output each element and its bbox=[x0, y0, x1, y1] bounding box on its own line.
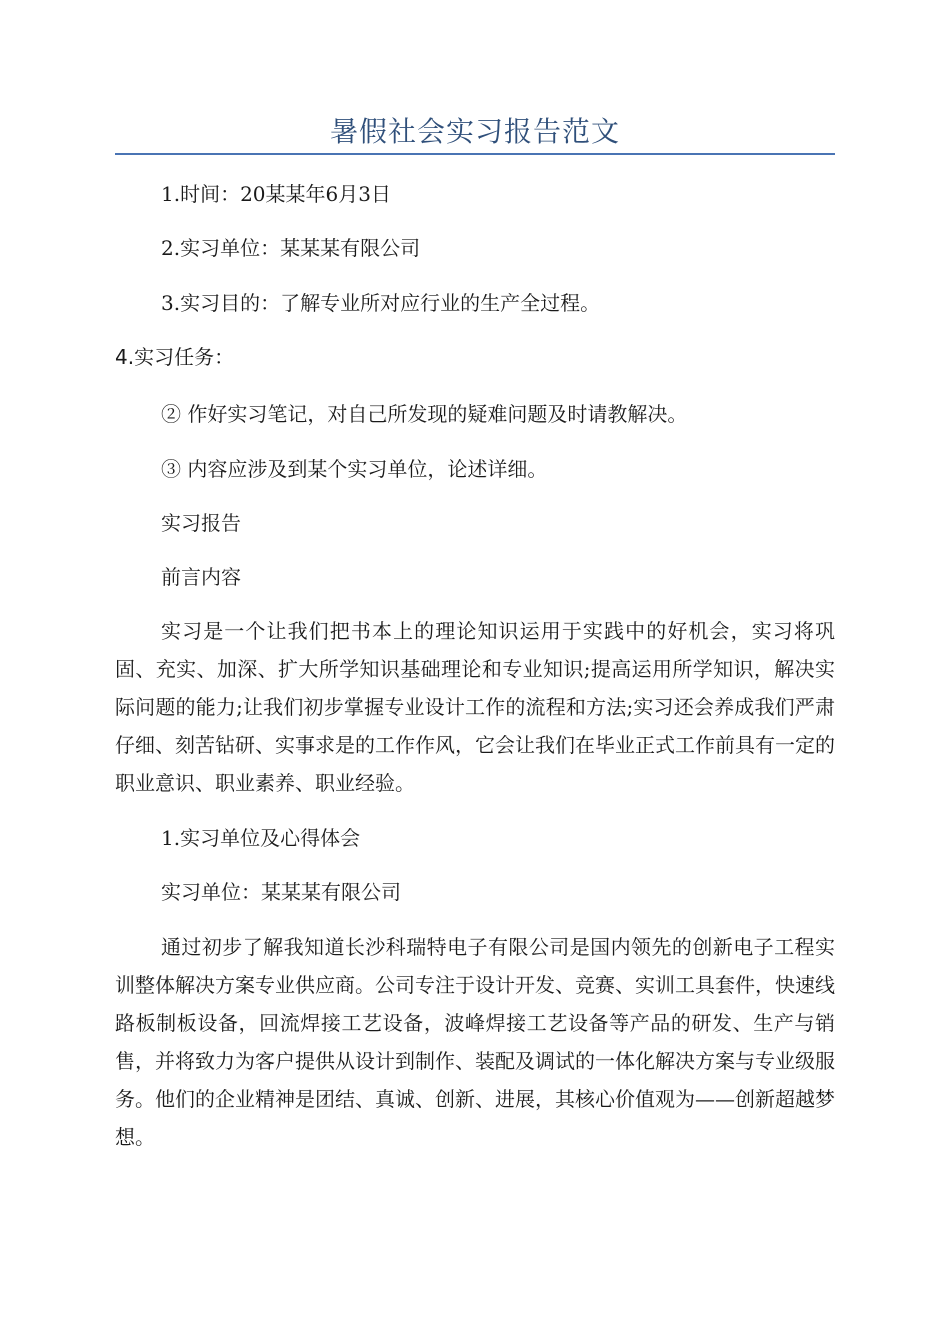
title-underline bbox=[115, 153, 835, 155]
company-paragraph: 通过初步了解我知道长沙科瑞特电子有限公司是国内领先的创新电子工程实训整体解决方案专业供应商。公司专注于设计开发、竞赛、实训工具套件，快速线路板制板设备，回流焊接工艺设备，波峰焊接工艺设备等产品的研发、生产与销售，并将致力为客户提供从设计到制作、装配及调试的一体化解决方案与专业级服务。他们的企业精神是团结、真诚、创新、进展，其核心价值观为——创新超越梦想。 bbox=[115, 935, 835, 1149]
unit-name-line: 实习单位：某某某有限公司 bbox=[161, 880, 401, 904]
document-title: 暑假社会实习报告范文 bbox=[329, 115, 620, 148]
report-heading: 实习报告 bbox=[161, 511, 241, 535]
item-tasks: 4.实习任务： bbox=[115, 345, 235, 369]
item-purpose: 3.实习目的：了解专业所对应行业的生产全过程。 bbox=[161, 291, 601, 315]
section-unit-experience: 1.实习单位及心得体会 bbox=[161, 826, 361, 850]
preface-paragraph: 实习是一个让我们把书本上的理论知识运用于实践中的好机会，实习将巩固、充实、加深、扩大所学知识基础理论和专业知识;提高运用所学知识，解决实际问题的能力;让我们初步掌握专业设计工作的流程和方法;实习还会养成我们严肃仔细、刻苦钻研、实事求是的工作作风，它会让我们在毕业正式工作前具有一定的职业意识、职业素养、职业经验。 bbox=[115, 619, 835, 795]
preface-heading: 前言内容 bbox=[161, 565, 241, 589]
item-unit: 2.实习单位：某某某有限公司 bbox=[161, 236, 421, 260]
task-notes: ② 作好实习笔记，对自己所发现的疑难问题及时请教解决。 bbox=[161, 402, 688, 426]
task-content: ③ 内容应涉及到某个实习单位，论述详细。 bbox=[161, 457, 548, 481]
item-time: 1.时间：20某某年6月3日 bbox=[161, 182, 391, 206]
